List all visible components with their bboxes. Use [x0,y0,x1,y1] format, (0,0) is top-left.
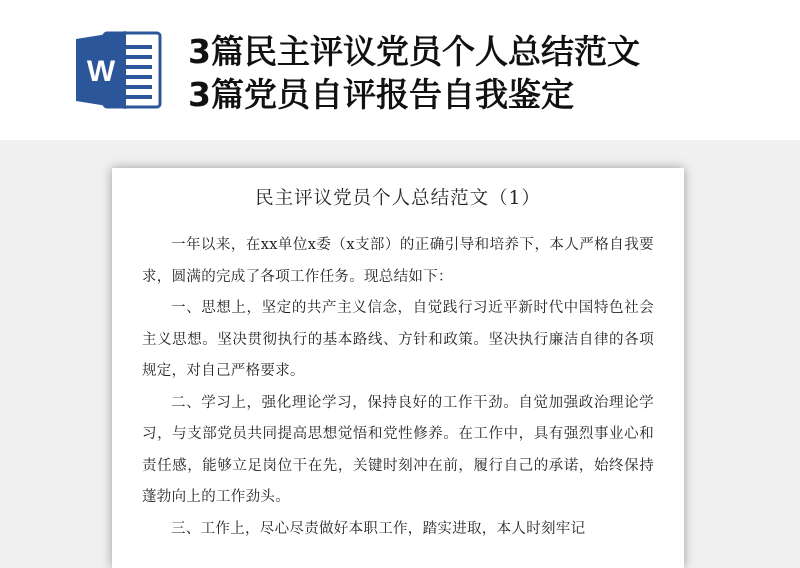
document-page [112,168,684,568]
document-body [142,230,654,545]
paragraph: 三、工作上，尽心尽责做好本职工作，踏实进取，本人时刻牢记 [171,520,586,537]
document-title: 民主评议党员个人总结范文（1） [255,188,541,209]
paragraph: 一、思想上，坚定的共产主义信念，自觉践行习近平新时代中国特色社会主义思想。坚决贯彻执行的基本路线、方针和政策。坚决执行廉洁自律的各项规定，对自己严格要求。 [142,300,654,379]
title-line-2: 3篇党员自评报告自我鉴定 [188,75,574,114]
svg-text:W: W [86,55,116,88]
paragraph: 一年以来，在xx单位x委（x支部）的正确引导和培养下，本人严格自我要求，圆满的完成了各项工作任务。现总结如下： [142,237,654,285]
title-line-1: 3篇民主评议党员个人总结范文 [188,32,640,71]
word-icon [76,29,164,111]
header-banner [0,0,800,140]
paragraph: 二、学习上，强化理论学习，保持良好的工作干劲。自觉加强政治理论学习，与支部党员共同提高思想觉悟和党性修养。在工作中，具有强烈事业心和责任感，能够立足岗位干在先，关键时刻冲在前，履行自己的承诺，始终保持蓬勃向上的工作劲头。 [142,394,654,505]
page-title [188,30,640,116]
